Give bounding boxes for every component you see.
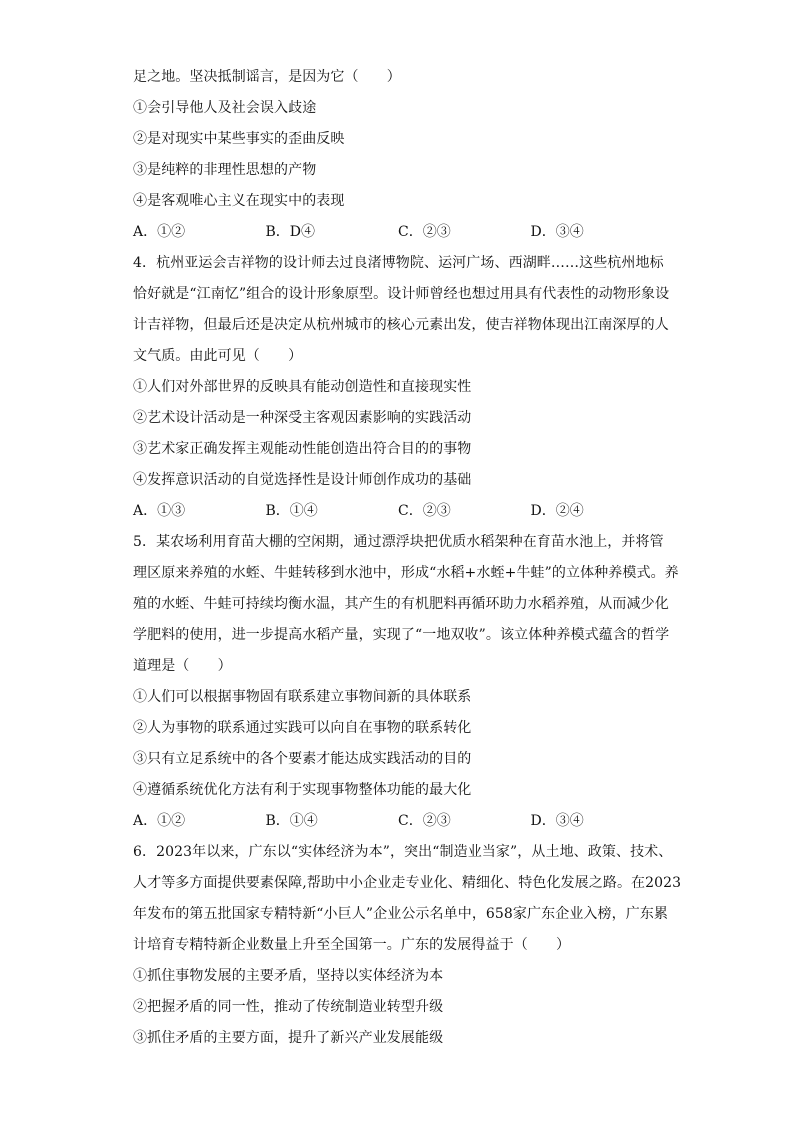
question-content bbox=[133, 62, 682, 1054]
q6-stem-line: 年发布的第五批国家专精特新“小巨人”企业公示名单中，658家广东企业入榜，广东累 bbox=[133, 906, 669, 922]
q5-choice-d: D．③④ bbox=[530, 813, 584, 829]
q4-choice-a: A．①③ bbox=[133, 503, 186, 519]
q6-option-1: ①抓住事物发展的主要矛盾，坚持以实体经济为本 bbox=[133, 968, 444, 984]
q4-option-4: ④发挥意识活动的自觉选择性是设计师创作成功的基础 bbox=[133, 472, 472, 488]
q5-stem-line: 学肥料的使用，进一步提高水稻产量，实现了“一地双收”。该立体种养模式蕴含的哲学 bbox=[133, 627, 670, 643]
q4-choice-c: C．②③ bbox=[398, 503, 451, 519]
q3-option-1: ①会引导他人及社会误入歧途 bbox=[133, 100, 317, 116]
q6-stem-line: 6．2023年以来，广东以“实体经济为本”，突出“制造业当家”，从土地、政策、技术、 bbox=[133, 844, 673, 860]
q3-choices bbox=[133, 217, 663, 248]
q6-option-3: ③抓住矛盾的主要方面，提升了新兴产业发展能级 bbox=[133, 1030, 444, 1046]
q3-option-3: ③是纯粹的非理性思想的产物 bbox=[133, 162, 317, 178]
q3-choice-c: C．②③ bbox=[398, 224, 451, 240]
q5-option-4: ④遵循系统优化方法有利于实现事物整体功能的最大化 bbox=[133, 782, 472, 798]
q4-choice-b: B．①④ bbox=[265, 503, 318, 519]
q4-stem-line: 4．杭州亚运会吉祥物的设计师去过良渚博物院、运河广场、西湖畔……这些杭州地标 bbox=[133, 255, 664, 271]
q5-option-3: ③只有立足系统中的各个要素才能达成实践活动的目的 bbox=[133, 751, 472, 767]
q4-stem-line: 恰好就是“江南忆”组合的设计形象原型。设计师曾经也想过用具有代表性的动物形象设 bbox=[133, 286, 670, 302]
q5-stem-line: 殖的水蛭、牛蛙可持续均衡水温，其产生的有机肥料再循环助力水稻养殖，从而减少化 bbox=[133, 596, 669, 612]
q3-option-4: ④是客观唯心主义在现实中的表现 bbox=[133, 193, 345, 209]
q4-option-2: ②艺术设计活动是一种深受主客观因素影响的实践活动 bbox=[133, 410, 472, 426]
q4-stem-line: 文气质。由此可见（ ） bbox=[133, 348, 303, 364]
q3-stem-tail: 足之地。坚决抵制谣言，是因为它（ ） bbox=[133, 69, 401, 85]
q5-choices bbox=[133, 806, 663, 837]
q5-choice-c: C．②③ bbox=[398, 813, 451, 829]
q5-stem-line: 道理是（ ） bbox=[133, 658, 232, 674]
q4-stem-line: 计吉祥物，但最后还是决定从杭州城市的核心元素出发，使吉祥物体现出江南深厚的人 bbox=[133, 317, 669, 333]
q6-option-2: ②把握矛盾的同一性，推动了传统制造业转型升级 bbox=[133, 999, 444, 1015]
q5-stem-line: 理区原来养殖的水蛭、牛蛙转移到水池中，形成“水稻+水蛭+牛蛙”的立体种养模式。养 bbox=[133, 565, 679, 581]
q4-option-3: ③艺术家正确发挥主观能动性能创造出符合目的的事物 bbox=[133, 441, 472, 457]
q5-choice-b: B．①④ bbox=[265, 813, 318, 829]
q3-choice-b: B．D④ bbox=[265, 224, 316, 240]
q4-choices bbox=[133, 496, 663, 527]
q5-option-1: ①人们可以根据事物固有联系建立事物间新的具体联系 bbox=[133, 689, 472, 705]
q5-option-2: ②人为事物的联系通过实践可以向自在事物的联系转化 bbox=[133, 720, 472, 736]
q5-stem-line: 5．某农场利用育苗大棚的空闲期，通过漂浮块把优质水稻架种在育苗水池上，并将管 bbox=[133, 534, 664, 550]
q5-choice-a: A．①② bbox=[133, 813, 186, 829]
q6-stem-line: 计培育专精特新企业数量上升至全国第一。广东的发展得益于（ ） bbox=[133, 937, 571, 953]
q4-choice-d: D．②④ bbox=[530, 503, 584, 519]
q6-stem-line: 人才等多方面提供要素保障,帮助中小企业走专业化、精细化、特色化发展之路。在2023 bbox=[133, 875, 682, 891]
q3-choice-d: D．③④ bbox=[530, 224, 584, 240]
q4-option-1: ①人们对外部世界的反映具有能动创造性和直接现实性 bbox=[133, 379, 472, 395]
q3-choice-a: A．①② bbox=[133, 224, 186, 240]
q3-option-2: ②是对现实中某些事实的歪曲反映 bbox=[133, 131, 345, 147]
